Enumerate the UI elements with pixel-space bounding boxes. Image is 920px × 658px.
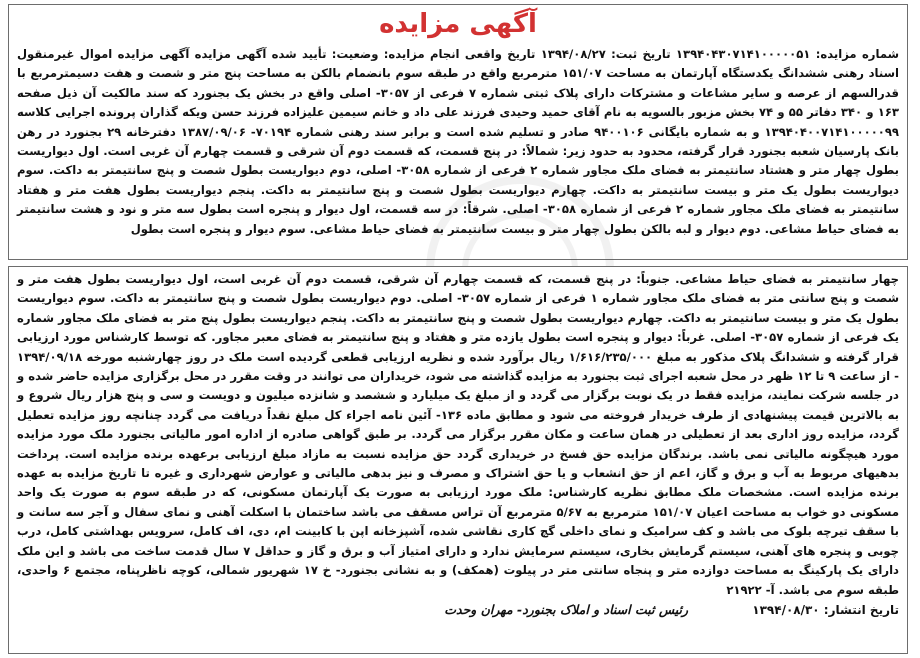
signature: رئیس ثبت اسناد و املاک بجنورد- مهران وحدت (444, 601, 689, 617)
notice-body-part1: شماره مزایده: ۱۳۹۴۰۴۳۰۷۱۴۱۰۰۰۰۰۵۱ تاریخ ثبت: ۱۳۹۴/۰۸/۲۷ تاریخ واقعی انجام مزایده: وضعیت: تأیید شده آگهی مزایده آگهی مزایده اموال غیرمنقول اسناد رهنی ششدانگ یکدستگاه آپارتمان به مساحت ۱۵۱/۰۷ مترمربع واقع در طبقه سوم بانضمام بالکن به مساحت پنج متر و شصت و هفت دسیمترمربع با قدرالسهم از عرصه و سایر مشاعات و مشترکات دارای پلاک ثبتی شماره ۷ فرعی از ۳۰۵۷- اصلی واقع در بخش یک بجنورد که سند مالکیت آن ذیل صفحه ۱۶۳ و ۳۴۰ دفاتر ۵۵ و ۷۴ بخش مزبور بالسویه به نام آقای حمید وحیدی فرزند علی داد و خانم سیمین علیزاده فرزند حسن ویکه گذاران پرونده اجرایی کلاسه ۱۳۹۴۰۴۰۰۷۱۴۱۰۰۰۰۰۹۹ و به شماره بایگانی ۹۴۰۰۱۰۶ صادر و تسلیم شده است و برابر سند رهنی شماره ۷۰۱۹۴- ۱۳۸۷/۰۹/۰۶ دفترخانه ۲۹ بجنورد در رهن بانک پارسیان شعبه بجنورد قرار گرفته، محدود به حدود زیر: شمالاً: در پنج قسمت، که قسمت دوم آن شرقی و قسمت چهارم آن غربی است. اول دیواریست بطول چهار متر و هشتاد سانتیمتر به فضای ملک مجاور شماره ۲ فرعی از شماره ۳۰۵۸- اصلی، دوم دیواریست بطول شصت و پنج سانتیمتر به داکت. سوم دیواریست بطول یک متر و بیست سانتیمتر به داکت. چهارم دیواریست بطول شصت و پنج سانتیمتر به داکت. پنجم دیواریست بطول هفت متر و هفتاد سانتیمتر به فضای ملک مجاور شماره ۲ فرعی از شماره ۳۰۵۸- اصلی. شرقاً: در سه قسمت، اول دیوار و پنجره است بطول سه متر و نود و هشت سانتیمتر به فضای حیاط مشاعی. دوم دیوار و لبه بالکن بطول چهار متر و بیست سانتیمتر به فضای حیاط مشاعی. سوم دیوار و پنجره است بطول (17, 47, 900, 236)
publish-date-text: تاریخ انتشار: ۱۳۹۴/۰۸/۳۰ (752, 602, 899, 617)
publish-date (17, 600, 899, 620)
notice-title: آگهی مزایده (379, 9, 537, 39)
notice-panel-top (8, 4, 908, 260)
notice-panel-bottom (8, 266, 908, 654)
notice-body-part2: چهار سانتیمتر به فضای حیاط مشاعی. جنوباً: در پنج قسمت، که قسمت چهارم آن شرقی، قسمت دوم آن غربی است، اول دیواریست بطول هفت متر و شصت و پنج سانتی متر به فضای ملک مجاور شماره ۱ فرعی از شماره ۳۰۵۷- اصلی. دوم دیواریست بطول شصت و پنج سانتیمتر به داکت. سوم دیواریست بطول یک متر و بیست سانتیمتر به داکت. چهارم دیواریست بطول شصت و پنج سانتیمتر به داکت. پنجم دیواریست بطول پنج متر به فضای ملک مجاور شماره یک فرعی از شماره ۳۰۵۷- اصلی. غرباً: دیوار و پنجره است بطول یازده متر و هفتاد و پنج سانتیمتر به فضای معبر مجاور. که توسط کارشناس مورد ارزیابی قرار گرفته و ششدانگ پلاک مذکور به مبلغ ۱/۶۱۶/۲۳۵/۰۰۰ ریال برآورد شده و نظریه ارزیابی قطعی گردیده است ملک در روز چهارشنبه مورخه ۱۳۹۴/۰۹/۱۸ - از ساعت ۹ تا ۱۲ ظهر در محل شعبه اجرای ثبت بجنورد به مزایده گذاشته می شود، خریداران می توانند در وقت مقرر در محل برگزاری مزایده حاضر شده و در جلسه شرکت نمایند، مزایده فقط در یک نوبت برگزار می گردد و از مبلغ یک میلیارد و ششصد و شانزده میلیون و دویست و سی و پنج هزار ریال شروع و به بالاترین قیمت پیشنهادی از طرف خریدار فروخته می شود و مطابق ماده ۱۳۶- آئین نامه اجراء کل مبلغ نقداً دریافت می گردد چنانچه روز مزایده تعطیل گردد، مزایده روز اداری بعد از تعطیلی در همان ساعت و مکان مقرر برگزار می گردد. بر طبق گواهی صادره از اداره امور مالیاتی بجنورد ملک مورد مزایده مورد هیچگونه مالیاتی نمی باشد. برندگان مزایده حق فسخ در خریداری گردد حق مزایده نسبت به مازاد مبلغ ارزیابی برعهده برنده مزایده است. پرداخت بدهیهای مربوط به آب و برق و گاز، اعم از حق انشعاب و یا حق اشتراک و مصرف و نیز بدهی مالیاتی و عوارض شهرداری و غیره تا تاریخ مزایده به عهده برنده مزایده است. مشخصات ملک مطابق نظریه کارشناس: ملک مورد ارزیابی به صورت یک آپارتمان مسکونی، که در طبقه سوم به صورت یک واحد مسکونی دو خواب به مساحت اعیان ۱۵۱/۰۷ مترمربع به ۵/۶۷ مترمربع آن تراس مسقف می باشد ساختمان با اسکلت آهنی و نمای سفال و آجر سه سانت و با سقف تیرچه بلوک می باشد و کف سرامیک و نمای داخلی گچ کاری نقاشی شده، آشپزخانه اپن با کابینت ام، دی، اف کامل، سرویس بهداشتی کامل، درب چوبی و پنجره های آهنی، سیستم گرمایش بخاری، سیستم سرمایش ندارد و دارای امتیاز آب و برق و گاز و حداقل ۷ سال قدمت ساخت می باشد و این ملک دارای یک پارکینگ به مساحت دوازده متر و پنجاه سانتی متر در پیلوت (همکف) و به نشانی بجنورد- خ ۱۷ شهریور شمالی، کوچه ناظرپناه، مجتمع ۶ واحدی، طبقه سوم می باشد. آ- ۲۱۹۲۲ (17, 272, 900, 597)
